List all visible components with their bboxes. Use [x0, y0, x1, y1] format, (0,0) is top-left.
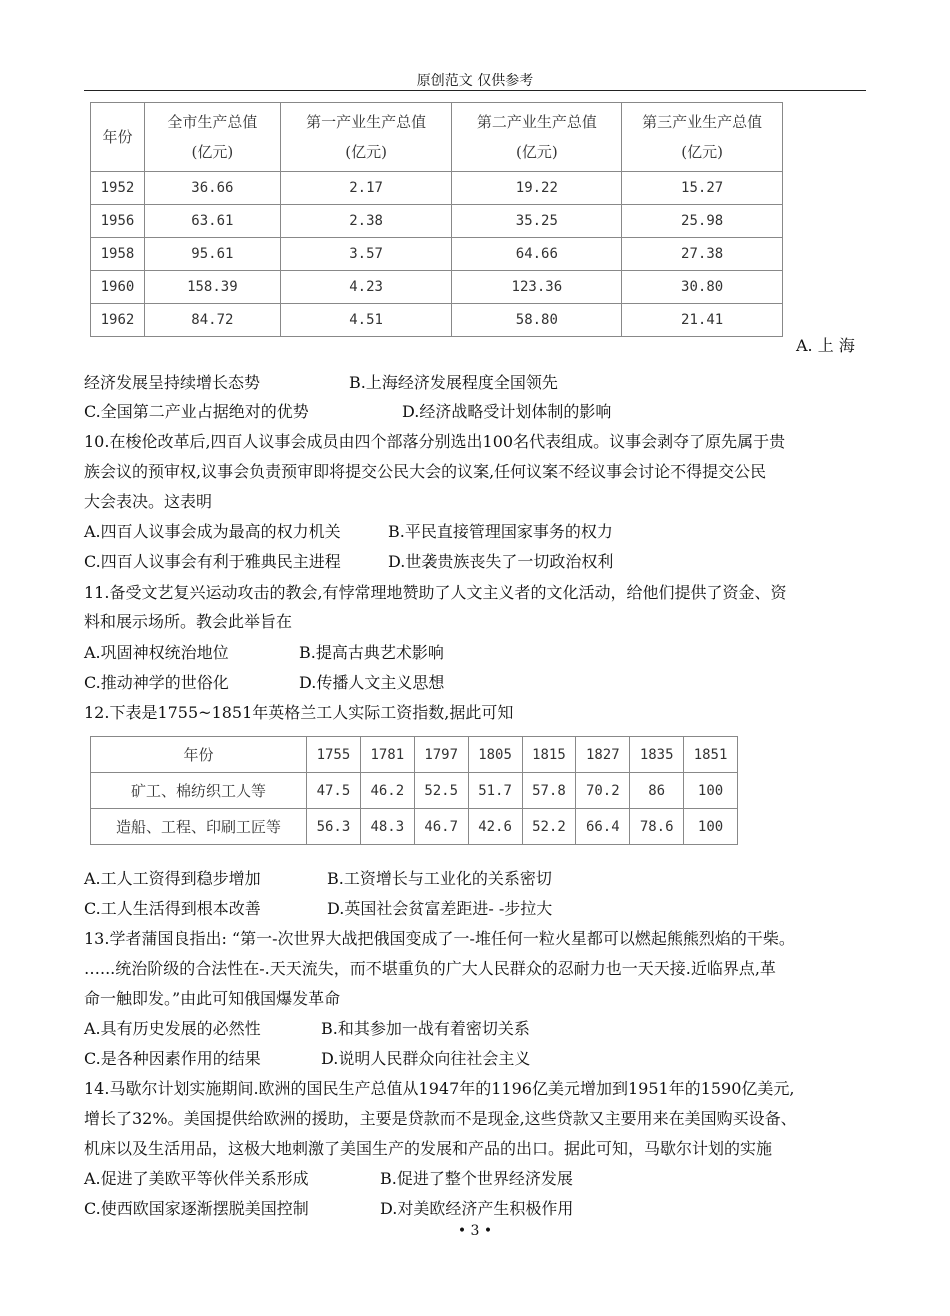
q12-option-b: B.工资增长与工业化的关系密切 [327, 869, 552, 888]
q10-stem-line-2: 族会议的预审权,议事会负责预审即将提交公民大会的议案,任何议案不经议事会讨论不得提交公民 [84, 462, 767, 481]
q9-option-c: C.全国第二产业占据绝对的优势 [84, 402, 309, 421]
cell: 64.66 [452, 238, 622, 271]
cell: 58.80 [452, 304, 622, 337]
year-cell: 1815 [522, 737, 576, 773]
q12-options-cd [84, 896, 552, 919]
q9-option-b: B.上海经济发展程度全国领先 [349, 373, 558, 392]
q10-options-ab [84, 519, 613, 542]
q14-option-b: B.促进了整个世界经济发展 [380, 1169, 573, 1188]
q11-option-c: C.推动神学的世俗化 [84, 673, 229, 692]
q9-option-a-tail: 经济发展呈持续增长态势 [84, 373, 261, 392]
cell: 30.80 [622, 271, 783, 304]
table-row [91, 773, 738, 809]
cell: 158.39 [144, 271, 280, 304]
cell: 19.22 [452, 172, 622, 205]
table-row [91, 172, 783, 205]
row-label: 矿工、棉纺织工人等 [91, 773, 307, 809]
table-row [91, 238, 783, 271]
q12-options-ab [84, 866, 552, 889]
q11-options-cd [84, 670, 444, 693]
q10-option-b: B.平民直接管理国家事务的权力 [388, 522, 613, 541]
cell: 15.27 [622, 172, 783, 205]
cell: 46.2 [360, 773, 414, 809]
q10-stem-line-1: 10.在梭伦改革后,四百人议事会成员由四个部落分别选出100名代表组成。议事会剥夺了原先属于贵 [84, 432, 786, 451]
page-header: 原创范文 仅供参考 [416, 73, 534, 89]
table-row [91, 809, 738, 845]
q10-stem-line-3: 大会表决。这表明 [84, 492, 213, 511]
year-cell: 1851 [684, 737, 738, 773]
cell: 4.51 [280, 304, 452, 337]
q11-option-b: B.提高古典艺术影响 [299, 643, 444, 662]
q12-option-d: D.英国社会贫富差距进- -步拉大 [327, 899, 553, 918]
year-cell: 1835 [630, 737, 684, 773]
header-year: 年份 [91, 103, 145, 172]
cell: 78.6 [630, 809, 684, 845]
table-row [91, 304, 783, 337]
header-total-gdp: 全市生产总值 (亿元) [144, 103, 280, 172]
page-number: • 3 • [457, 1223, 493, 1239]
cell: 84.72 [144, 304, 280, 337]
q9-options-cd [84, 399, 611, 422]
cell: 100 [684, 809, 738, 845]
cell: 1960 [91, 271, 145, 304]
cell: 46.7 [414, 809, 468, 845]
cell: 1958 [91, 238, 145, 271]
cell: 63.61 [144, 205, 280, 238]
cell: 21.41 [622, 304, 783, 337]
q11-stem-line-2: 料和展示场所。教会此举旨在 [84, 612, 293, 631]
q12-option-a: A.工人工资得到稳步增加 [84, 869, 261, 888]
cell: 42.6 [468, 809, 522, 845]
year-cell: 1781 [360, 737, 414, 773]
q13-option-d: D.说明人民群众向往社会主义 [321, 1049, 531, 1068]
cell: 123.36 [452, 271, 622, 304]
q13-options-cd [84, 1046, 530, 1069]
q11-stem-line-1: 11.备受文艺复兴运动攻击的教会,有悖常理地赞助了人文主义者的文化活动，给他们提供了资金、资 [84, 583, 787, 602]
q9-option-a-head: A. 上 海 [796, 336, 855, 355]
q10-option-c: C.四百人议事会有利于雅典民主进程 [84, 552, 341, 571]
q10-option-d: D.世袭贵族丧失了一切政治权利 [388, 552, 614, 571]
q11-option-d: D.传播人文主义思想 [299, 673, 445, 692]
q10-options-cd [84, 549, 613, 572]
cell: 36.66 [144, 172, 280, 205]
q11-options-ab [84, 640, 444, 663]
q13-options-ab [84, 1016, 530, 1039]
q13-stem-line-1: 13.学者蒲国良指出: “第一-次世界大战把俄国变成了一-堆任何一粒火星都可以燃起熊熊烈焰的干柴。 [84, 929, 795, 948]
cell: 56.3 [307, 809, 361, 845]
header-tertiary-industry: 第三产业生产总值 (亿元) [622, 103, 783, 172]
wage-index-table [90, 736, 738, 845]
cell: 100 [684, 773, 738, 809]
q13-option-a: A.具有历史发展的必然性 [84, 1019, 261, 1038]
q9-options-ab [84, 370, 558, 393]
cell: 35.25 [452, 205, 622, 238]
q13-option-c: C.是各种因素作用的结果 [84, 1049, 261, 1068]
cell: 1956 [91, 205, 145, 238]
cell: 86 [630, 773, 684, 809]
year-cell: 1797 [414, 737, 468, 773]
year-cell: 1827 [576, 737, 630, 773]
cell: 2.38 [280, 205, 452, 238]
cell: 57.8 [522, 773, 576, 809]
table-row [91, 205, 783, 238]
cell: 2.17 [280, 172, 452, 205]
header-year: 年份 [91, 737, 307, 773]
table-header-row [91, 103, 783, 172]
header-primary-industry: 第一产业生产总值 (亿元) [280, 103, 452, 172]
cell: 1962 [91, 304, 145, 337]
q11-option-a: A.巩固神权统治地位 [84, 643, 229, 662]
q14-options-cd [84, 1196, 573, 1219]
cell: 27.38 [622, 238, 783, 271]
q12-stem: 12.下表是1755~1851年英格兰工人实际工资指数,据此可知 [84, 703, 514, 722]
cell: 47.5 [307, 773, 361, 809]
cell: 4.23 [280, 271, 452, 304]
cell: 25.98 [622, 205, 783, 238]
q14-stem-line-3: 机床以及生活用品，这极大地刺激了美国生产的发展和产品的出口。据此可知，马歇尔计划的实施 [84, 1139, 773, 1158]
header-rule [84, 90, 866, 91]
q13-stem-line-3: 命一触即发。”由此可知俄国爆发革命 [84, 989, 341, 1008]
q14-option-a: A.促进了美欧平等伙伴关系形成 [84, 1169, 309, 1188]
q12-option-c: C.工人生活得到根本改善 [84, 899, 261, 918]
cell: 52.2 [522, 809, 576, 845]
cell: 3.57 [280, 238, 452, 271]
cell: 1952 [91, 172, 145, 205]
year-cell: 1805 [468, 737, 522, 773]
cell: 48.3 [360, 809, 414, 845]
cell: 95.61 [144, 238, 280, 271]
q9-option-d: D.经济战略受计划体制的影响 [402, 402, 612, 421]
header-secondary-industry: 第二产业生产总值 (亿元) [452, 103, 622, 172]
q13-stem-line-2: …...统治阶级的合法性在-.天天流失，而不堪重负的广大人民群众的忍耐力也一天天接.近临界点,革 [84, 959, 776, 978]
cell: 70.2 [576, 773, 630, 809]
cell: 66.4 [576, 809, 630, 845]
q14-stem-line-2: 增长了32%。美国提供给欧洲的援助，主要是贷款而不是现金,这些贷款又主要用来在美国购买设备、 [84, 1109, 797, 1128]
q14-option-d: D.对美欧经济产生积极作用 [380, 1199, 574, 1218]
q14-stem-line-1: 14.马歇尔计划实施期间.欧洲的国民生产总值从1947年的1196亿美元增加到1951年的1590亿美元, [84, 1079, 795, 1098]
q13-option-b: B.和其参加一战有着密切关系 [321, 1019, 530, 1038]
q14-option-c: C.使西欧国家逐渐摆脱美国控制 [84, 1199, 309, 1218]
cell: 51.7 [468, 773, 522, 809]
row-label: 造船、工程、印刷工匠等 [91, 809, 307, 845]
gdp-table [90, 102, 783, 337]
q10-option-a: A.四百人议事会成为最高的权力机关 [84, 522, 341, 541]
q14-options-ab [84, 1166, 573, 1189]
table-header-row [91, 737, 738, 773]
year-cell: 1755 [307, 737, 361, 773]
cell: 52.5 [414, 773, 468, 809]
table-row [91, 271, 783, 304]
